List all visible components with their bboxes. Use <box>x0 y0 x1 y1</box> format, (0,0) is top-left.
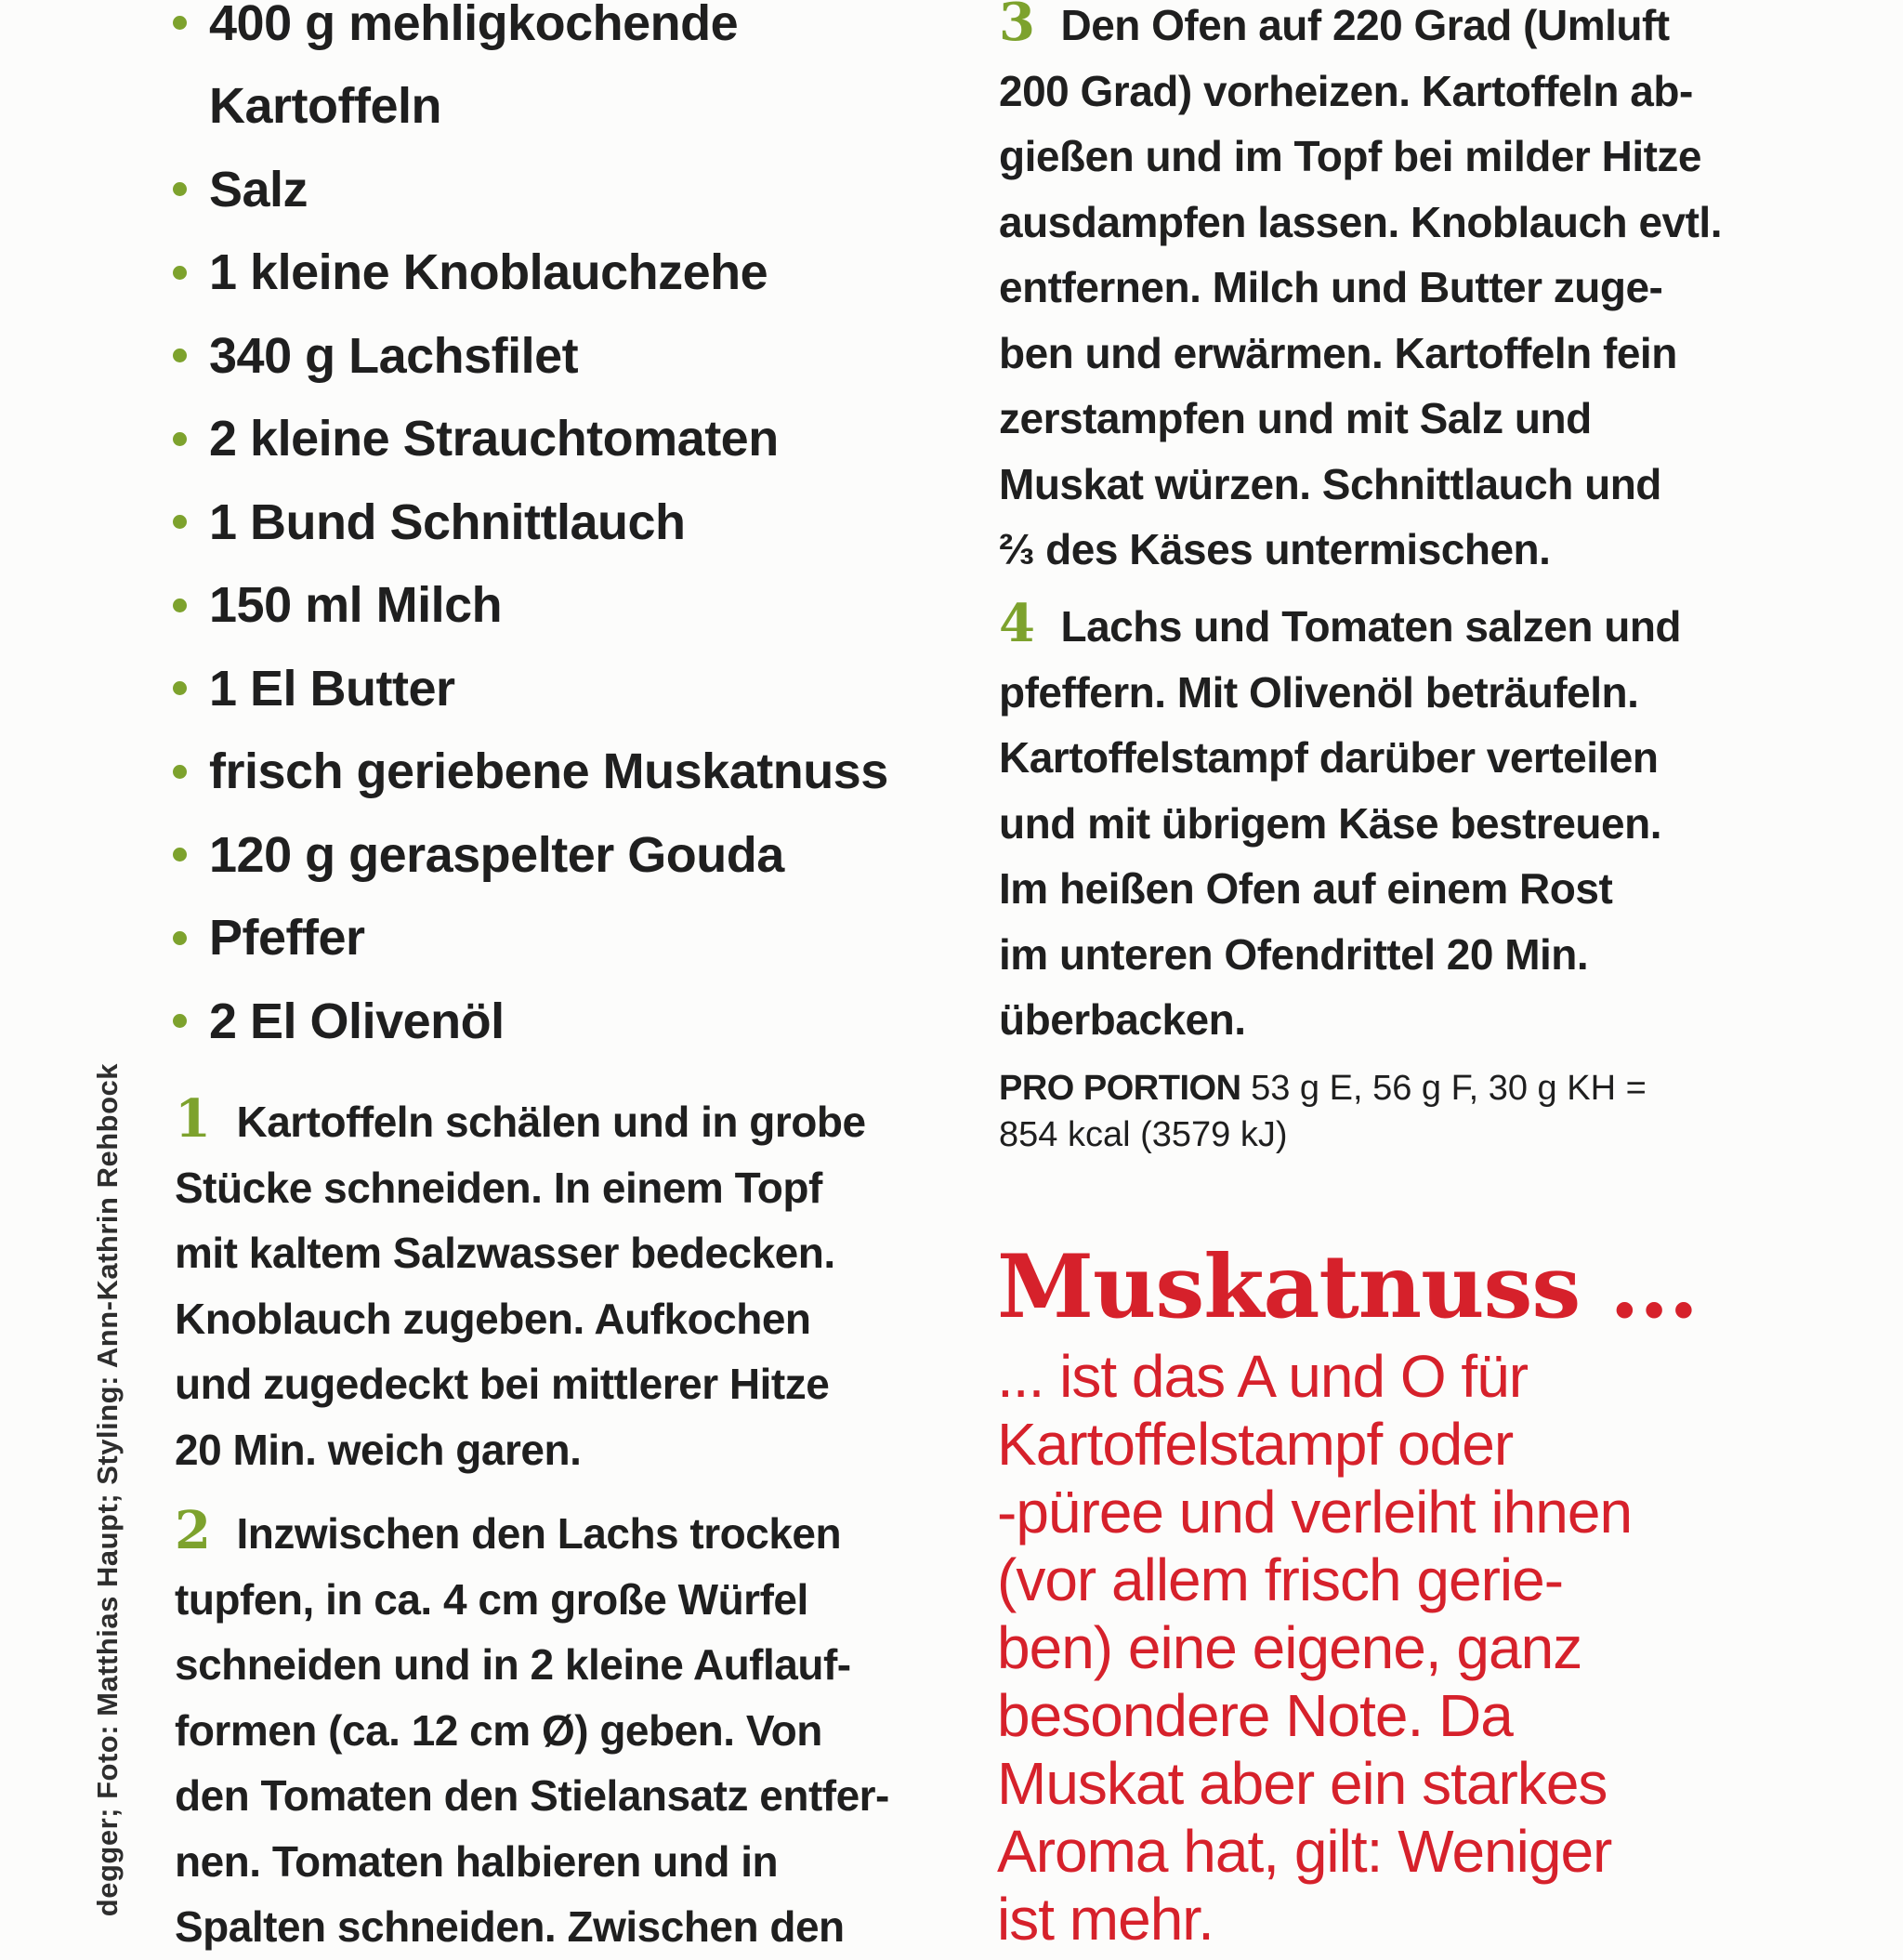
step-line: zerstampfen und mit Salz und <box>999 394 1592 442</box>
step-line: Spalten schneiden. Zwischen den <box>175 1902 845 1951</box>
recipe-step-1 <box>175 1086 974 1482</box>
ingredient-item <box>173 231 916 315</box>
step-line: nen. Tomaten halbieren und in <box>175 1836 779 1886</box>
tip-text-line: Muskat aber ein starkes <box>997 1750 1608 1817</box>
step-line: Knoblauch zugeben. Aufkochen <box>175 1294 811 1343</box>
step-line: und mit übrigem Käse bestreuen. <box>999 798 1661 848</box>
step-line: tupfen, in ca. 4 cm große Würfel <box>175 1574 808 1624</box>
nutrition-info <box>999 1065 1835 1158</box>
ingredient-item <box>173 647 916 730</box>
ingredient-item <box>173 148 916 231</box>
ingredient-text: 400 g mehligkochende <box>209 0 739 51</box>
tip-text-line: -püree und verleiht ihnen <box>997 1479 1633 1546</box>
step-line: 20 Min. weich garen. <box>175 1425 582 1474</box>
step-line: 4 Lachs und Tomaten salzen und <box>999 593 1682 654</box>
ingredient-item <box>173 730 916 814</box>
step-line: und zugedeckt bei mittlerer Hitze <box>175 1360 830 1408</box>
nutrition-line-1 <box>999 1065 1835 1112</box>
bullet-icon <box>173 1014 187 1028</box>
step-line: Im heißen Ofen auf einem Rost <box>999 864 1613 913</box>
step-line: Stücke schneiden. In einem Topf <box>175 1163 822 1212</box>
tip-text-line: Kartoffelstampf oder <box>997 1411 1514 1478</box>
step-line: entfernen. Milch und Butter zuge- <box>999 263 1663 311</box>
ingredient-text: 120 g geraspelter Gouda <box>209 826 784 883</box>
ingredient-text: Kartoffeln <box>209 78 441 135</box>
ingredient-text: Salz <box>209 161 308 217</box>
tip-text-line: besondere Note. Da <box>997 1682 1513 1749</box>
nutrition-line-2: 854 kcal (3579 kJ) <box>999 1115 1288 1154</box>
recipe-step-4 <box>999 591 1798 1053</box>
nutrition-label: PRO PORTION <box>999 1069 1241 1108</box>
ingredient-item <box>173 980 916 1063</box>
ingredient-text: 2 El Olivenöl <box>209 993 505 1049</box>
step-line: überbacken. <box>999 995 1246 1044</box>
ingredient-item <box>173 480 916 564</box>
ingredient-text: 1 Bund Schnittlauch <box>209 493 686 550</box>
step-line: gießen und im Topf bei milder Hitze <box>999 132 1702 180</box>
tip-box <box>997 1236 1889 1953</box>
ingredient-text: Pfeffer <box>209 910 365 967</box>
step-line: im unteren Ofendrittel 20 Min. <box>999 929 1589 979</box>
ingredient-item <box>173 0 916 65</box>
ingredient-text: 2 kleine Strauchtomaten <box>209 411 779 467</box>
step-line: 2 Inzwischen den Lachs trocken <box>175 1500 842 1561</box>
ingredient-text: frisch geriebene Muskatnuss <box>209 743 888 800</box>
ingredient-text: 1 kleine Knoblauchzehe <box>209 244 768 301</box>
recipe-step-3 <box>999 0 1798 583</box>
bullet-icon <box>173 931 187 945</box>
bullet-icon <box>173 599 187 612</box>
step-number: 3 <box>999 0 1035 53</box>
bullet-icon <box>173 349 187 362</box>
step-line: mit kaltem Salzwasser bedecken. <box>175 1229 835 1277</box>
step-line: pfeffern. Mit Olivenöl beträufeln. <box>999 667 1639 717</box>
tip-text-line: Aroma hat, gilt: Weniger <box>997 1818 1612 1885</box>
recipe-step-2 <box>175 1498 974 1960</box>
ingredient-text: 1 El Butter <box>209 660 455 717</box>
step-line: 200 Grad) vorheizen. Kartoffeln ab- <box>999 66 1693 115</box>
step-line: 1 Kartoffeln schälen und in grobe <box>175 1088 866 1150</box>
step-number: 4 <box>999 593 1035 654</box>
ingredient-list <box>173 0 916 1063</box>
photo-credit: degger; Foto: Matthias Haupt; Styling: Ann-Kathrin Rehbock <box>91 1062 124 1916</box>
bullet-icon <box>173 681 187 695</box>
tip-text-line: ... ist das A und O für <box>997 1343 1529 1410</box>
bullet-icon <box>173 765 187 779</box>
step-line: den Tomaten den Stielansatz entfer- <box>175 1771 889 1820</box>
ingredient-item <box>173 65 916 149</box>
step-line: ⅔ des Käses untermischen. <box>999 525 1551 573</box>
bullet-icon <box>173 432 187 446</box>
tip-text-line: ist mehr. <box>997 1886 1214 1953</box>
bullet-icon <box>173 182 187 196</box>
ingredient-item <box>173 813 916 897</box>
ingredient-text: 150 ml Milch <box>209 577 503 634</box>
tip-text <box>997 1343 1889 1953</box>
step-line: schneiden und in 2 kleine Auflauf- <box>175 1640 851 1689</box>
bullet-icon <box>173 848 187 862</box>
ingredient-text: 340 g Lachsfilet <box>209 327 579 384</box>
tip-text-line: ben) eine eigene, ganz <box>997 1614 1582 1681</box>
step-line: formen (ca. 12 cm Ø) geben. Von <box>175 1705 822 1755</box>
ingredient-item <box>173 314 916 398</box>
step-line: ausdampfen lassen. Knoblauch evtl. <box>999 197 1722 246</box>
nutrition-values: 53 g E, 56 g F, 30 g KH = <box>1251 1069 1647 1108</box>
step-number: 2 <box>175 1500 211 1561</box>
tip-text-line: (vor allem frisch gerie- <box>997 1546 1564 1613</box>
tip-title: Muskatnuss ... <box>997 1236 1699 1338</box>
bullet-icon <box>173 266 187 280</box>
bullet-icon <box>173 16 187 30</box>
step-line: Muskat würzen. Schnittlauch und <box>999 459 1661 508</box>
ingredient-item <box>173 564 916 648</box>
step-number: 1 <box>175 1088 211 1150</box>
step-line: Kartoffelstampf darüber verteilen <box>999 733 1659 782</box>
step-line: 3 Den Ofen auf 220 Grad (Umluft <box>999 0 1798 59</box>
ingredient-item <box>173 897 916 980</box>
bullet-icon <box>173 515 187 529</box>
ingredient-item <box>173 398 916 481</box>
step-line: ben und erwärmen. Kartoffeln fein <box>999 328 1677 377</box>
